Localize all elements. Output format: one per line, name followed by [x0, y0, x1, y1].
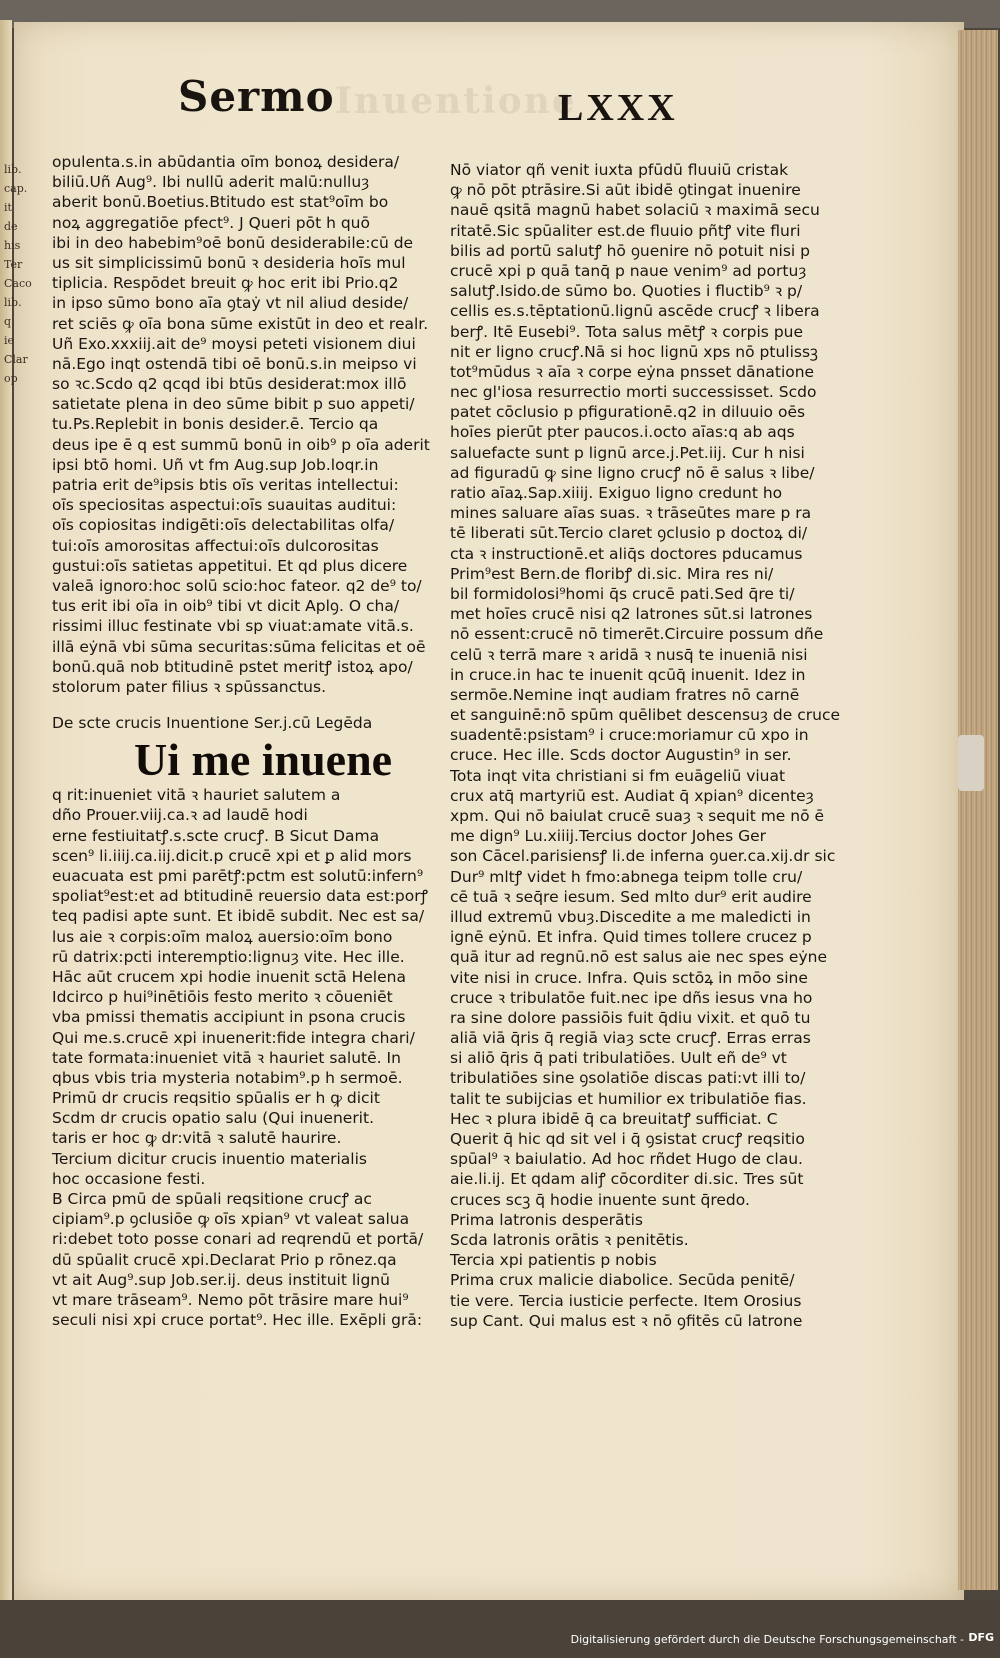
- text-line: so ꝛc.Scdo q2 qcqd ibi btūs desiderat:mox illō: [52, 375, 407, 394]
- text-line: talit te subijcias et humilior ex tribulatiōe fias.: [450, 1089, 807, 1108]
- text-line: Tercium dicitur crucis inuentio materialis: [52, 1149, 367, 1168]
- text-line: nit er ligno crucꝭ.Nā si hoc lignū xps nō ptulissꝫ: [450, 342, 818, 361]
- text-line: ibi in deo habebim⁹oē bonū desiderabile:cū de: [52, 233, 414, 252]
- sermon-opening-words: Ui me inuene: [134, 734, 393, 786]
- text-line: me dign⁹ Lu.xiiij.Tercius doctor Johes Ger: [450, 827, 767, 846]
- text-line: tu.Ps.Replebit in bonis desider.ē. Tercio qa: [52, 415, 379, 434]
- text-line: tate formata:inueniet vitā ꝛ hauriet salutē. In: [52, 1048, 401, 1067]
- section-heading: De scte crucis Inuentione Ser.j.cū Legēda: [52, 714, 373, 733]
- text-line: Prima latronis desperātis: [450, 1210, 643, 1229]
- text-line: erne festiuitatꝭ.s.scte crucꝭ. B Sicut Dama: [52, 826, 380, 845]
- text-line: B Circa pmū de spūali reqsitione crucꝭ ac: [52, 1190, 372, 1208]
- text-line: bil formidolosi⁹homi q̄s crucē pati.Sed q̄re ti/: [450, 584, 795, 603]
- text-line: cruce. Hec ille. Scds doctor Augustin⁹ in ser.: [450, 746, 792, 765]
- text-line: oīs copiositas indigēti:oīs delectabilitas olfa/: [52, 516, 395, 535]
- text-line: oīs speciositas aspectui:oīs suauitas auditui:: [52, 496, 397, 515]
- text-line: cē tuā ꝛ seq̄re iesum. Sed mlto dur⁹ erit audire: [450, 887, 812, 906]
- text-line: ignē eẏnū. Et infra. Quid times tollere crucez p: [450, 928, 812, 947]
- text-line: et sanguinē:nō spūm quēlibet descensuȝ de cruce: [450, 706, 840, 725]
- text-line: bilis ad portū salutꝭ hō ꝯuenire nō potuit nisi p: [450, 241, 810, 260]
- digitization-credit: Digitalisierung gefördert durch die Deutsche Forschungsgemeinschaft -: [570, 1633, 964, 1646]
- text-line: spoliat⁹est:et ad btitudinē reuersio data est:porꝭ: [52, 887, 428, 906]
- text-line: patria erit de⁹ipsis btis oīs veritas intellectui:: [52, 476, 399, 494]
- text-line: aliā viā q̄ris q̄ regiā viaȝ scte crucꝭ. Erras erras: [450, 1029, 811, 1048]
- text-line: seculi nisi xpi cruce portat⁹. Hec ille. Exēpli grā:: [52, 1311, 423, 1330]
- text-line: qbus vbis tria mysteria notabim⁹.p h sermoē.: [52, 1068, 403, 1087]
- text-line: tot⁹mūdus ꝛ aīa ꝛ corpe eẏna pnsset dānatione: [450, 362, 815, 381]
- text-line: suadentē:psistam⁹ i cruce:moriamur cū xpo in: [450, 726, 809, 745]
- text-line: scen⁹ li.iiij.ca.iij.dicit.p crucē xpi et ꝑ alid mors: [52, 846, 412, 865]
- text-line: in cruce.in hac te inuenit qcūq̄ inuenit. Idez in: [450, 665, 806, 684]
- text-line: taris er hoc ꝙ dr:vitā ꝛ salutē haurire.: [52, 1129, 342, 1148]
- text-line: illud extremū vbuȝ.Discedite a me maledicti in: [450, 907, 811, 926]
- text-line: vba pmissi thematis accipiunt in psona crucis: [52, 1008, 406, 1027]
- text-line: cruces scꝫ q̄ hodie inuente sunt q̄redo.: [450, 1190, 750, 1209]
- text-line: ra sine dolore passiōis fuit q̄diu vixit. et quō tu: [450, 1008, 811, 1027]
- text-line: ꝙ nō pōt ptrāsire.Si aūt ibidē ꝯtingat inuenire: [450, 181, 801, 200]
- text-line: rū datrix:pcti interemptio:lignuȝ vite. Hec ille.: [52, 947, 405, 966]
- left-column-part-b: [52, 785, 432, 1330]
- text-line: tui:oīs amorositas affectui:oīs dulcorositas: [52, 536, 379, 555]
- text-line: hoīes pierūt pter paucos.i.octo aīas:q ab aqs: [450, 423, 795, 442]
- text-line: bonū.quā nob btitudinē pstet meritꝭ istoꝝ apo/: [52, 657, 413, 676]
- text-line: satietate plena in deo sūme bibit p suo appeti/: [52, 395, 415, 414]
- text-line: tribulatiōes sine ꝯsolatiōe discas pati:vt illi to/: [450, 1069, 806, 1088]
- right-text-column: [450, 160, 850, 1331]
- text-line: illā eẏnā vbi sūma securitas:sūma felicitas et oē: [52, 637, 426, 656]
- text-line: dño Prouer.viij.ca.ꝛ ad laudē hodi: [52, 806, 308, 825]
- text-line: deus ipe ē q est summū bonū in oib⁹ p oīa aderit: [52, 435, 430, 454]
- text-line: aie.li.ij. Et qdam aliꝭ cōcorditer di.sic. Tres sūt: [450, 1170, 804, 1189]
- text-line: Prim⁹est Bern.de floribꝭ di.sic. Mira res ni/: [450, 564, 774, 583]
- text-line: Tercia xpi patientis p nobis: [450, 1251, 657, 1270]
- text-line: in ipso sūmo bono aīa ꝯtaẏ vt nil aliud deside/: [52, 294, 409, 313]
- folio-number: LXXX: [558, 87, 678, 129]
- text-line: gustui:oīs satietas appetitui. Et qd plus dicere: [52, 556, 408, 575]
- bookmark-tab: [958, 735, 984, 791]
- text-line: Hāc aūt crucem xpi hodie inuenit sctā Helena: [52, 967, 406, 986]
- spacer: [52, 697, 432, 713]
- text-line: saluefacte sunt p lignū arce.j.Pet.iij. Cur h nisi: [450, 443, 805, 462]
- text-line: Tota inqt vita christiani si fm euāgeliū viuat: [450, 766, 786, 785]
- text-line: hoc occasione festi.: [52, 1169, 206, 1188]
- text-line: Idcirco p hui⁹inētiōis festo merito ꝛ cōueniēt: [52, 988, 393, 1007]
- text-line: cipiam⁹.p ꝯclusiōe ꝙ oīs xpian⁹ vt valeat salua: [52, 1210, 410, 1229]
- text-line: nō essent:crucē nō timerēt.Circuire possum dñe: [450, 625, 824, 644]
- text-line: nauē qsitā magnū habet solaciū ꝛ maximā secu: [450, 201, 820, 220]
- text-line: noꝝ aggregatiōe pfect⁹. J Queri pōt h quō: [52, 213, 370, 232]
- text-line: nec gl'iosa resurrectio morti successisset. Scdo: [450, 383, 817, 402]
- text-line: Primū dr crucis reqsitio spūalis er h ꝙ dicit: [52, 1089, 380, 1108]
- text-line: crux atq̄ martyriū est. Audiat q̄ xpian⁹ dicenteȝ: [450, 786, 814, 805]
- left-text-column: [52, 152, 432, 1330]
- text-line: vite nisi in cruce. Infra. Quis sctōꝝ in mōo sine: [450, 968, 808, 987]
- text-line: xpm. Qui nō baiulat crucē suaȝ ꝛ sequit me nō ē: [450, 807, 825, 825]
- page-fore-edge: [958, 30, 998, 1590]
- text-line: celū ꝛ terrā mare ꝛ aridā ꝛ nusq̄ te inueniā nisi: [450, 645, 808, 664]
- text-line: Uñ Exo.xxxiij.ait de⁹ moysi peteti visionem diui: [52, 334, 416, 353]
- scan-bottom-band: [0, 1600, 1000, 1658]
- text-line: vt ait Aug⁹.sup Job.ser.ij. deus instituit lignū: [52, 1270, 390, 1289]
- text-line: Dur⁹ mltꝭ videt h fmo:abnega teipm tolle cru/: [450, 867, 803, 886]
- text-line: Scdm dr crucis opatio salu (Qui inuenerit.: [52, 1109, 374, 1128]
- text-line: ipsi btō homi. Uñ vt fm Aug.sup Job.loqr.in: [52, 455, 379, 474]
- text-line: rissimi illuc festinate vbi sp viuat:amate vitā.s.: [52, 617, 414, 636]
- text-line: mines saluare aīas suas. ꝛ trāseūtes mare p ra: [450, 504, 812, 523]
- bleed-through-text: Inuentione: [335, 80, 577, 122]
- text-line: crucē xpi p quā tanq̄ p naue venim⁹ ad portuȝ: [450, 261, 807, 280]
- text-line: ritatē.Sic spūaliter est.de fluuio pñtꝭ vite fluri: [450, 221, 801, 240]
- text-line: stolorum pater filius ꝛ spūssanctus.: [52, 677, 327, 696]
- text-line: Scda latronis orātis ꝛ penitētis.: [450, 1230, 689, 1249]
- text-line: Hec ꝛ plura ibidē q̄ ca breuitatꝭ sufficiat. C: [450, 1109, 778, 1128]
- text-line: patet cōclusio p pfigurationē.q2 in diluuio oēs: [450, 403, 806, 422]
- text-line: Qui me.s.crucē xpi inuenerit:fide integra chari/: [52, 1028, 415, 1047]
- text-line: sup Cant. Qui malus est ꝛ nō ꝯfitēs cū latrone: [450, 1311, 803, 1330]
- text-line: tiplicia. Respōdet breuit ꝙ hoc erit ibi Prio.q2: [52, 274, 399, 293]
- text-line: si aliō q̄ris q̄ pati tribulatiōes. Uult eñ de⁹ vt: [450, 1049, 787, 1068]
- running-head-title: Sermo: [178, 72, 335, 121]
- text-line: q rit:inueniet vitā ꝛ hauriet salutem a: [52, 786, 341, 805]
- text-line: teq padisi apte sunt. Et ibidē subdit. Nec est sa/: [52, 907, 425, 926]
- text-line: quā itur ad regnū.nō est salus aie nec spes eẏne: [450, 948, 827, 967]
- dfg-logo: DFG: [968, 1631, 994, 1644]
- text-line: cruce ꝛ tribulatōe fuit.nec ipe dñs iesus vna ho: [450, 988, 813, 1007]
- text-line: us sit simplicissimū bonū ꝛ desideria hoīs mul: [52, 253, 406, 272]
- text-line: lus aie ꝛ corpis:oīm maloꝝ auersio:oīm bono: [52, 927, 393, 946]
- text-line: ret sciēs ꝙ oīa bona sūme existūt in deo et realr.: [52, 314, 429, 333]
- text-line: tie vere. Tercia iusticie perfecte. Item Orosius: [450, 1291, 802, 1310]
- text-line: aberit bonū.Boetius.Btitudo est stat⁹oīm bo: [52, 193, 389, 212]
- text-line: son Cācel.parisiensꝭ li.de inferna ꝯuer.ca.xij.dr sic: [450, 847, 836, 866]
- text-line: met hoīes crucē nisi q2 latrones sūt.si latrones: [450, 605, 813, 624]
- text-line: ratio aīaꝝ.Sap.xiiij. Exiguo ligno credunt ho: [450, 484, 783, 502]
- text-line: cta ꝛ instructionē.et aliq̄s doctores pducamus: [450, 544, 803, 563]
- text-line: cellis es.s.tēptationū.lignū ascēde crucꝭ ꝛ libera: [450, 302, 820, 321]
- text-line: Nō viator qñ venit iuxta pfūdū fluuiū cristak: [450, 161, 789, 179]
- text-line: salutꝭ.Isido.de sūmo bo. Quoties i fluctib⁹ ꝛ p/: [450, 282, 803, 301]
- text-line: biliū.Uñ Aug⁹. Ibi nullū aderit malū:nulluȝ: [52, 173, 370, 192]
- text-line: tus erit ibi oīa in oib⁹ tibi vt dicit Aplꝯ. O cha/: [52, 597, 400, 616]
- left-column-part-a: [52, 152, 432, 697]
- previous-page-margin-text: lib. cap. it de his Ter Caco lib. q ie Clar op: [4, 163, 32, 385]
- text-line: valeā ignoro:hoc solū scio:hoc fateor. q2 de⁹ to/: [52, 576, 422, 595]
- text-line: opulenta.s.in abūdantia oīm bonoꝝ desidera/: [52, 153, 400, 171]
- text-line: tē liberati sūt.Tercio claret ꝯclusio p doctoꝝ di/: [450, 524, 808, 543]
- text-line: vt mare trāseam⁹. Nemo pōt trāsire mare hui⁹: [52, 1290, 409, 1309]
- text-line: sermōe.Nemine inqt audiam fratres nō carnē: [450, 685, 800, 704]
- text-line: ad figuradū ꝙ sine ligno crucꝭ nō ē salus ꝛ libe/: [450, 463, 815, 482]
- text-line: euacuata est pmi parētꝭ:pctm est solutū:infern⁹: [52, 867, 424, 885]
- text-line: Querit q̄ hic qd sit vel i q̄ ꝯsistat crucꝭ reqsitio: [450, 1130, 805, 1148]
- text-line: berꝭ. Itē Eusebi⁹. Tota salus mētꝭ ꝛ corpis pue: [450, 322, 804, 341]
- text-line: Prima crux malicie diabolice. Secūda penitē/: [450, 1271, 795, 1290]
- text-line: ri:debet toto posse conari ad reqrendū et portā/: [52, 1230, 424, 1249]
- text-line: nā.Ego inqt ostendā tibi oē bonū.s.in meipso vi: [52, 354, 417, 373]
- text-line: spūal⁹ ꝛ baiulatio. Ad hoc rñdet Hugo de clau.: [450, 1150, 803, 1169]
- text-line: dū spūalit crucē xpi.Declarat Prio p rōnez.qa: [52, 1250, 397, 1269]
